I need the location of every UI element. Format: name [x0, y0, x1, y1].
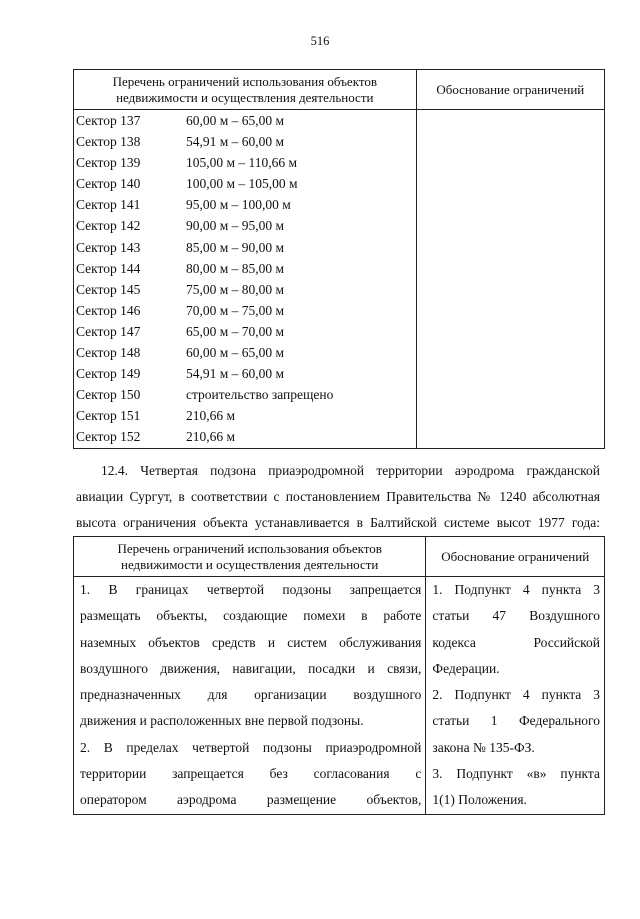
- table1-header-restrictions: Перечень ограничений использования объектов недвижимости и осуществления деятельности: [74, 70, 417, 110]
- sector-height: 65,00 м – 70,00 м: [186, 323, 285, 339]
- restriction-line: предназначенных для организации воздушного: [80, 687, 422, 703]
- sector-row: [76, 194, 416, 215]
- sector-name: Сектор 145: [76, 281, 141, 297]
- justification-line: 3. Подпункт «в» пункта: [432, 766, 600, 782]
- page-number: 516: [310, 34, 330, 48]
- sector-name: Сектор 138: [76, 134, 141, 150]
- justification-line: 1(1) Положения.: [432, 792, 527, 808]
- subzone-paragraph: [76, 458, 600, 536]
- sector-height: 95,00 м – 100,00 м: [186, 197, 291, 213]
- sector-row: [76, 173, 416, 194]
- sector-height: 90,00 м – 95,00 м: [186, 218, 285, 234]
- table2-header-restrictions: Перечень ограничений использования объектов недвижимости и осуществления деятельности: [74, 537, 426, 577]
- sector-row: [76, 279, 416, 300]
- sector-height: 210,66 м: [186, 408, 236, 424]
- sector-row: [76, 300, 416, 321]
- restriction-line: движения и расположенных вне первой подзоны.: [80, 713, 364, 729]
- justification-line: статьи 47 Воздушного: [432, 608, 600, 624]
- sector-row: [76, 321, 416, 342]
- justification-line: закона № 135-ФЗ.: [432, 739, 535, 755]
- sector-height: 75,00 м – 80,00 м: [186, 281, 285, 297]
- sector-name: Сектор 148: [76, 345, 141, 361]
- sector-row: [76, 110, 416, 131]
- height-limits-table: [73, 69, 605, 449]
- sector-row: [76, 363, 416, 384]
- paragraph-line: авиации Сургут, в соответствии с постановлением Правительства № 1240 абсолютная: [76, 489, 600, 504]
- sector-name: Сектор 150: [76, 387, 141, 403]
- justification-line: Федерации.: [432, 660, 500, 676]
- sector-name: Сектор 146: [76, 302, 141, 318]
- sector-row: [76, 152, 416, 173]
- sector-height: 60,00 м – 65,00 м: [186, 345, 285, 361]
- sector-name: Сектор 142: [76, 218, 141, 234]
- sector-height: строительство запрещено: [186, 387, 334, 403]
- sector-row: [76, 342, 416, 363]
- sector-height: 100,00 м – 105,00 м: [186, 176, 298, 192]
- sector-name: Сектор 141: [76, 197, 141, 213]
- sector-name: Сектор 137: [76, 113, 141, 128]
- table2-header-justification: Обоснование ограничений: [426, 537, 605, 577]
- sector-name: Сектор 147: [76, 323, 141, 339]
- restriction-line: 2. В пределах четвертой подзоны приаэродромной: [80, 739, 422, 755]
- sector-height: 60,00 м – 65,00 м: [186, 113, 285, 128]
- subzone4-restrictions-table: [73, 536, 605, 815]
- paragraph-line: 12.4. Четвертая подзона приаэродромной территории аэродрома гражданской: [101, 463, 600, 478]
- restriction-line: размещать объекты, создающие помехи в работе: [80, 608, 422, 624]
- restrictions-text-cell: [74, 577, 426, 815]
- justification-line: кодекса Российской: [432, 634, 600, 650]
- restriction-line: наземных объектов средств и систем обслуживания: [80, 634, 422, 650]
- sector-height: 70,00 м – 75,00 м: [186, 302, 285, 318]
- justification-line: статьи 1 Федерального: [432, 713, 600, 729]
- sector-height: 210,66 м: [186, 429, 236, 445]
- sector-row: [76, 426, 416, 447]
- sector-height: 80,00 м – 85,00 м: [186, 260, 285, 276]
- sector-name: Сектор 144: [76, 260, 141, 276]
- sector-name: Сектор 149: [76, 366, 141, 382]
- sector-height: 85,00 м – 90,00 м: [186, 239, 285, 255]
- sector-row: [76, 215, 416, 236]
- restriction-line: оператором аэродрома размещение объектов,: [80, 792, 422, 808]
- sector-height: 54,91 м – 60,00 м: [186, 366, 285, 382]
- sector-row: [76, 384, 416, 405]
- justification-cell-empty: [416, 110, 604, 449]
- restriction-line: воздушного движения, навигации, посадки и связи,: [80, 660, 422, 676]
- sector-name: Сектор 151: [76, 408, 141, 424]
- paragraph-line: высота ограничения объекта устанавливается в Балтийской системе высот 1977 года:: [76, 515, 600, 530]
- sector-name: Сектор 152: [76, 429, 141, 445]
- sector-name: Сектор 140: [76, 176, 141, 192]
- sector-name: Сектор 139: [76, 155, 141, 171]
- sector-row: [76, 237, 416, 258]
- restriction-line: 1. В границах четвертой подзоны запрещается: [80, 582, 422, 597]
- justification-line: 1. Подпункт 4 пункта 3: [432, 582, 600, 597]
- justification-line: 2. Подпункт 4 пункта 3: [432, 687, 600, 703]
- sector-name: Сектор 143: [76, 239, 141, 255]
- table1-header-justification: Обоснование ограничений: [416, 70, 604, 110]
- sector-row: [76, 258, 416, 279]
- sector-row: [76, 405, 416, 426]
- justification-text-cell: [426, 577, 605, 815]
- sector-height: 54,91 м – 60,00 м: [186, 134, 285, 150]
- sector-row: [76, 131, 416, 152]
- restriction-line: территории запрещается без согласования с: [80, 766, 422, 782]
- sector-list-cell: [74, 110, 417, 449]
- sector-height: 105,00 м – 110,66 м: [186, 155, 298, 171]
